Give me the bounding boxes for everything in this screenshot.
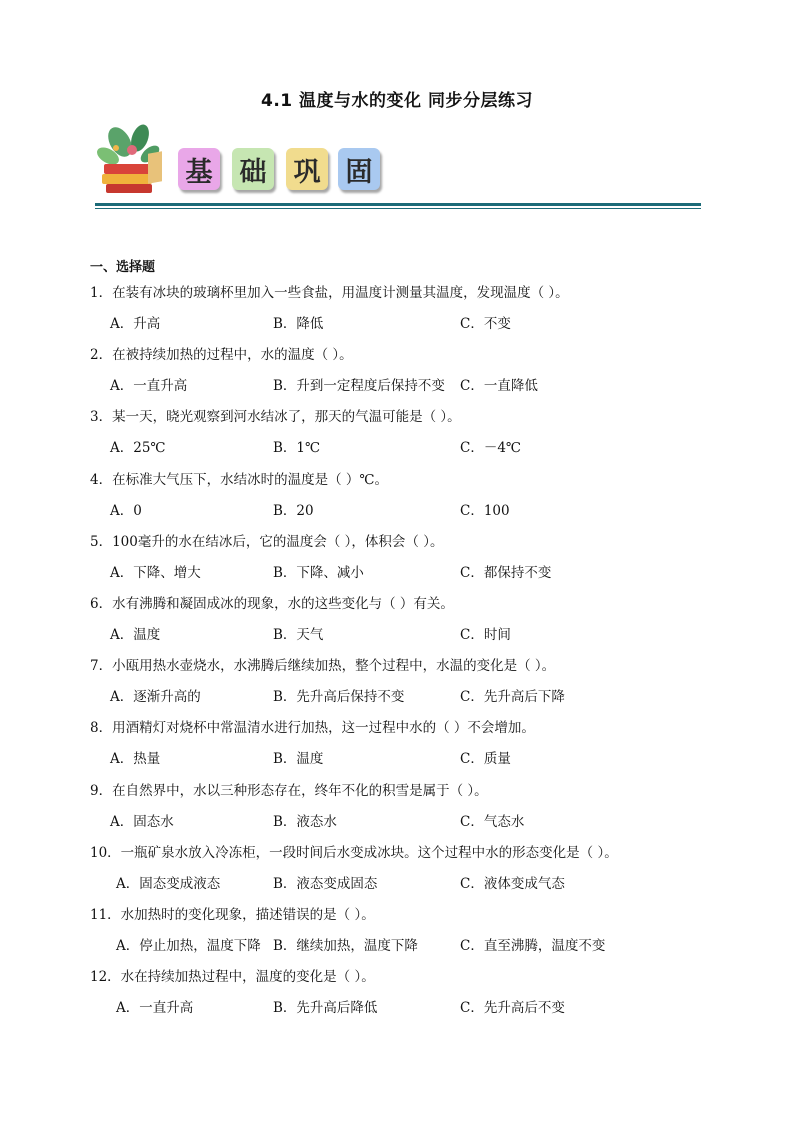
banner-tile-3: 巩: [286, 148, 328, 190]
question-11-option-a: A．停止加热，温度下降: [116, 938, 261, 954]
question-12: 12．水在持续加热过程中，温度的变化是（ ）。: [90, 969, 375, 986]
question-8-option-a: A．热量: [110, 751, 161, 768]
question-12-option-a: A．一直升高: [116, 1000, 194, 1017]
question-8: 8．用酒精灯对烧杯中常温清水进行加热，这一过程中水的（ ）不会增加。: [90, 720, 535, 737]
question-10-option-a: A．固态变成液态: [116, 875, 221, 892]
question-9-option-b: B．液态水: [273, 813, 337, 830]
question-5-option-a: A．下降、增大: [110, 564, 201, 581]
question-2-option-c: C．一直降低: [460, 378, 538, 395]
question-9-option-c: C．气态水: [460, 813, 525, 830]
question-2-option-a: A．一直升高: [110, 378, 188, 395]
divider-thick: [95, 203, 701, 206]
page-title: 4.1 温度与水的变化 同步分层练习: [261, 91, 533, 111]
question-3-option-c: C．－4℃: [460, 440, 522, 457]
question-9-option-a: A．固态水: [110, 813, 174, 830]
question-5: 5．100毫升的水在结冰后，它的温度会（ ），体积会（ ）。: [90, 533, 444, 550]
question-7-option-c: C．先升高后下降: [460, 689, 565, 706]
question-10: 10．一瓶矿泉水放入冷冻柜，一段时间后水变成冰块。这个过程中水的形态变化是（ ）。: [90, 844, 618, 861]
question-4-option-c: C．100: [460, 502, 510, 519]
question-8-option-c: C．质量: [460, 751, 511, 768]
question-6: 6．水有沸腾和凝固成冰的现象，水的这些变化与（ ）有关。: [90, 596, 454, 612]
section-banner: [90, 120, 702, 212]
question-4-option-b: B．20: [273, 502, 314, 519]
question-2-option-b: B．升到一定程度后保持不变: [273, 378, 445, 395]
question-7: 7．小瓯用热水壶烧水，水沸腾后继续加热，整个过程中，水温的变化是（ ）。: [90, 658, 556, 675]
question-11: 11．水加热时的变化现象，描述错误的是（ ）。: [90, 907, 375, 923]
question-8-option-b: B．温度: [273, 751, 324, 768]
question-9: 9．在自然界中，水以三种形态存在，终年不化的积雪是属于（ ）。: [90, 782, 488, 799]
banner-tile-1: 基: [178, 148, 220, 190]
question-1: 1．在装有冰块的玻璃杯里加入一些食盐，用温度计测量其温度，发现温度（ ）。: [90, 285, 569, 301]
books-plant-illustration: [90, 120, 170, 200]
question-1-option-b: B．降低: [273, 316, 324, 332]
banner-tile-2: 础: [232, 148, 274, 190]
question-2: 2．在被持续加热的过程中，水的温度（ ）。: [90, 347, 353, 364]
divider-thin: [95, 208, 701, 209]
question-5-option-c: C．都保持不变: [460, 564, 552, 581]
question-10-option-b: B．液态变成固态: [273, 875, 378, 892]
section-heading: 一、选择题: [90, 260, 156, 275]
question-10-option-c: C．液体变成气态: [460, 875, 565, 892]
question-12-option-c: C．先升高后不变: [460, 1000, 565, 1017]
question-4: 4．在标准大气压下，水结冰时的温度是（ ）℃。: [90, 471, 388, 488]
question-6-option-b: B．天气: [273, 627, 324, 643]
question-4-option-a: A．0: [110, 502, 142, 519]
question-11-option-b: B．继续加热，温度下降: [273, 938, 418, 954]
question-1-option-c: C．不变: [460, 316, 511, 332]
question-7-option-a: A．逐渐升高的: [110, 689, 201, 706]
question-3-option-b: B．1℃: [273, 440, 321, 457]
question-12-option-b: B．先升高后降低: [273, 1000, 378, 1017]
banner-tile-4: 固: [338, 148, 380, 190]
question-11-option-c: C．直至沸腾，温度不变: [460, 938, 606, 954]
question-3: 3．某一天，晓光观察到河水结冰了，那天的气温可能是（ ）。: [90, 409, 461, 426]
question-6-option-a: A．温度: [110, 627, 161, 643]
question-6-option-c: C．时间: [460, 627, 511, 643]
question-7-option-b: B．先升高后保持不变: [273, 689, 405, 706]
question-3-option-a: A．25℃: [110, 440, 166, 457]
question-1-option-a: A．升高: [110, 316, 161, 332]
question-5-option-b: B．下降、减小: [273, 564, 364, 581]
